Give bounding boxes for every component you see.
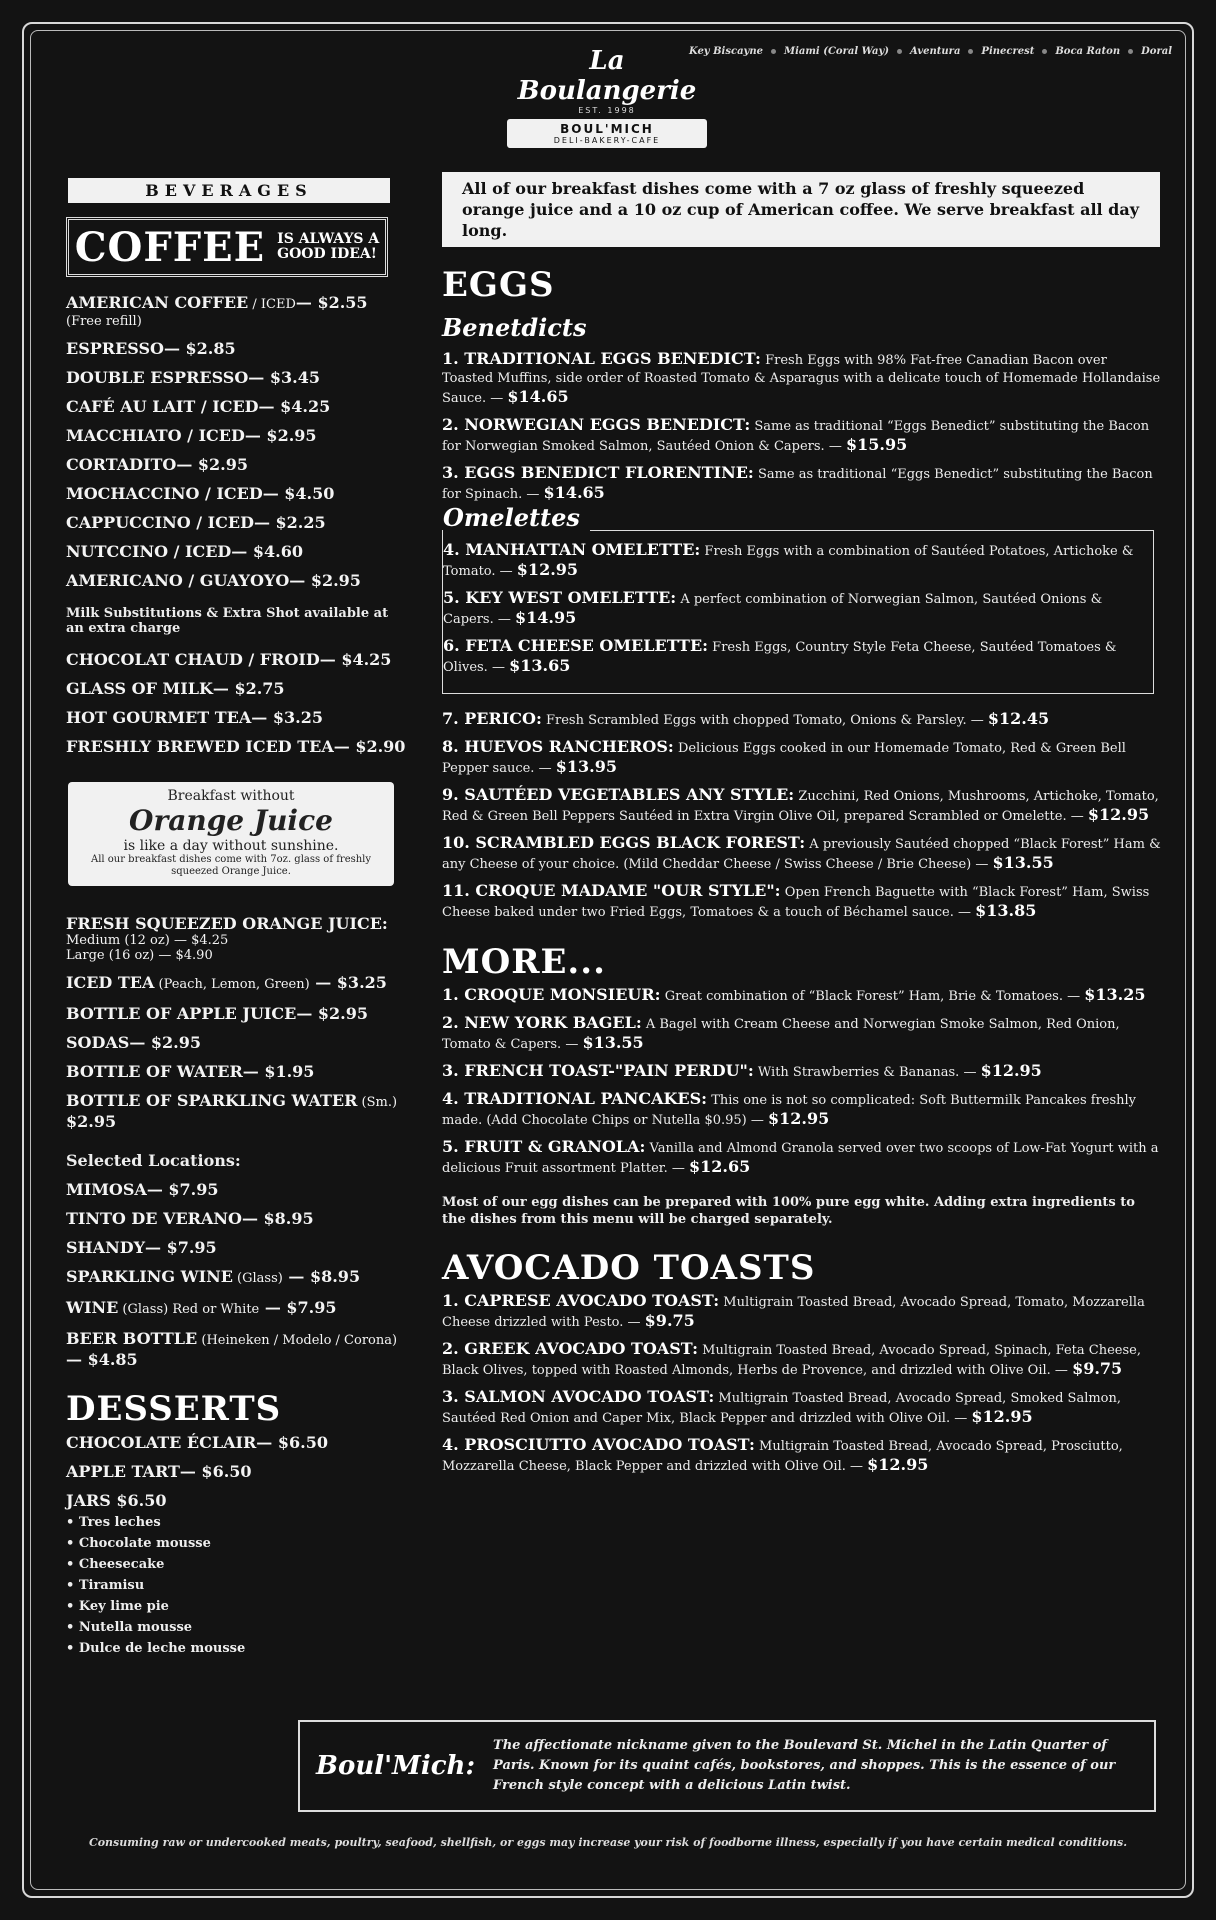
item-name: 10. SCRAMBLED EGGS BLACK FOREST:	[442, 833, 806, 852]
item-name: MOCHACCINO / ICED	[66, 484, 263, 503]
menu-item	[66, 293, 406, 329]
item-name: BOTTLE OF SPARKLING WATER	[66, 1091, 358, 1110]
menu-item	[442, 882, 1162, 922]
menu-item	[66, 1033, 406, 1052]
location-item: Miami (Coral Way)	[784, 46, 889, 57]
item-name: 4. TRADITIONAL PANCAKES:	[442, 1089, 708, 1108]
item-price: $13.65	[509, 656, 571, 675]
menu-item	[66, 1298, 406, 1319]
menu-item	[442, 1340, 1162, 1380]
menu-item	[66, 571, 406, 590]
item-name: 2. GREEK AVOCADO TOAST:	[442, 1339, 699, 1358]
menu-item	[66, 1462, 406, 1481]
location-item: Boca Raton	[1055, 46, 1121, 57]
item-name: SODAS	[66, 1033, 130, 1052]
bullet-icon	[771, 49, 776, 54]
item-name: CHOCOLAT CHAUD / FROID	[66, 650, 320, 669]
menu-item	[442, 1090, 1162, 1130]
item-price: — $2.85	[163, 339, 236, 358]
locations-list	[689, 46, 1172, 57]
item-price: $9.75	[644, 1311, 695, 1330]
item-desc: Fresh Eggs with 98% Fat-free Canadian Bacon over Toasted Muffins, side order of Roasted Tomato & Asparagus with a delicate touch of Homemade Hollandaise Sauce. —	[442, 353, 1161, 406]
item-name: 3. FRENCH TOAST-"PAIN PERDU":	[442, 1061, 754, 1080]
orange-juice-sign	[68, 782, 394, 886]
item-name: FRESH SQUEEZED ORANGE JUICE:	[66, 914, 388, 933]
item-price: — $2.75	[212, 679, 285, 698]
menu-item	[66, 650, 406, 669]
item-price: — $1.95	[242, 1062, 315, 1081]
coffee-title: COFFEE	[74, 223, 266, 271]
item-price: $12.95	[1087, 805, 1150, 824]
list-item: • Tiramisu	[66, 1575, 406, 1596]
item-price: $9.75	[1072, 1359, 1123, 1378]
item-extra: / ICED	[248, 297, 296, 312]
item-name: TINTO DE VERANO	[66, 1209, 242, 1228]
item-name: 1. TRADITIONAL EGGS BENEDICT:	[442, 349, 761, 368]
item-name: 1. CAPRESE AVOCADO TOAST:	[442, 1291, 720, 1310]
item-extra: (Glass) Red or White	[118, 1302, 260, 1317]
item-desc: Multigrain Toasted Bread, Avocado Spread, Smoked Salmon, Sautéed Red Onion and Caper Mix, Black Pepper and drizzled with Olive Oil. —	[442, 1391, 1122, 1426]
item-extra: (Sm.)	[357, 1095, 398, 1110]
menu-item	[66, 737, 406, 756]
item-price: — $6.50	[179, 1462, 252, 1481]
item-name: DOUBLE ESPRESSO	[66, 368, 249, 387]
menu-item	[66, 1004, 406, 1023]
item-price: — $7.95	[259, 1298, 337, 1317]
item-price: $12.65	[688, 1157, 751, 1176]
menu-item	[442, 710, 1162, 730]
item-desc: Multigrain Toasted Bread, Avocado Spread, Tomato, Mozzarella Cheese drizzled with Pesto. —	[442, 1295, 1145, 1330]
item-name: SHANDY	[66, 1238, 146, 1257]
menu-item	[442, 1014, 1162, 1054]
item-price: $14.65	[543, 483, 605, 502]
menu-item	[442, 1292, 1162, 1332]
omelettes-title: Omelettes	[443, 503, 590, 532]
item-name: CHOCOLATE ÉCLAIR	[66, 1433, 257, 1452]
item-price: $14.95	[515, 608, 577, 627]
item-name: 7. PERICO:	[442, 709, 542, 728]
menu-item	[66, 1062, 406, 1081]
item-desc: This one is not so complicated: Soft Buttermilk Pancakes freshly made. (Add Chocolate Chips or Nutella $0.95) —	[442, 1093, 1137, 1128]
item-name: 2. NORWEGIAN EGGS BENEDICT:	[442, 415, 751, 434]
item-name: 5. KEY WEST OMELETTE:	[443, 588, 677, 607]
item-name: 3. EGGS BENEDICT FLORENTINE:	[442, 463, 754, 482]
location-item: Pinecrest	[981, 46, 1035, 57]
menu-item	[66, 1238, 406, 1257]
logo-est: EST. 1998	[578, 106, 636, 115]
item-price: — $4.85	[66, 1350, 138, 1369]
item-price: $13.85	[975, 901, 1037, 920]
menu-item	[443, 637, 1153, 677]
item-price: — $2.55	[295, 293, 368, 312]
item-desc: A Bagel with Cream Cheese and Norwegian Smoke Salmon, Red Onion, Tomato & Capers. —	[442, 1017, 1120, 1052]
menu-item	[66, 397, 406, 416]
item-desc: A perfect combination of Norwegian Salmon, Sautéed Onions & Capers. —	[443, 592, 1103, 627]
item-extra: (Peach, Lemon, Green)	[154, 977, 310, 992]
location-item: Key Biscayne	[688, 46, 763, 57]
boul-mich-box	[298, 1720, 1156, 1812]
item-price: $2.95	[66, 1112, 117, 1131]
item-price: — $2.95	[244, 426, 317, 445]
menu-item	[443, 541, 1153, 581]
item-price: — $7.95	[146, 1180, 219, 1199]
logo-script: La Boulangerie	[517, 46, 697, 106]
menu-item	[442, 350, 1162, 408]
item-name: AMERICAN COFFEE	[66, 293, 249, 312]
menu-item	[66, 1091, 406, 1131]
logo-name: BOUL'MICH	[560, 122, 654, 136]
item-name: 11. CROQUE MADAME "OUR STYLE":	[442, 881, 781, 900]
menu-item	[66, 1209, 406, 1228]
item-extra: (Heineken / Modelo / Corona)	[197, 1333, 398, 1348]
item-price: $12.95	[980, 1061, 1042, 1080]
list-item: • Tres leches	[66, 1512, 406, 1533]
item-name: CAFÉ AU LAIT / ICED	[66, 397, 259, 416]
item-price: $15.95	[845, 435, 908, 454]
avocado-title: AVOCADO TOASTS	[442, 1248, 816, 1288]
beverages-banner: BEVERAGES	[68, 178, 390, 203]
menu-item	[66, 1267, 406, 1288]
location-item: Aventura	[909, 46, 961, 57]
item-name: CORTADITO	[66, 455, 177, 474]
omelettes-box	[442, 503, 1154, 694]
item-price: — $3.45	[248, 368, 320, 387]
desserts-title: DESSERTS	[66, 1389, 282, 1429]
item-price: — $4.50	[262, 484, 335, 503]
egg-white-note: Most of our egg dishes can be prepared with 100% pure egg white. Adding extra ingredients to the dishes from this menu will be charged separately.	[442, 1195, 1135, 1227]
item-price: — $8.95	[282, 1267, 361, 1286]
menu-item	[66, 973, 406, 994]
oj-line1: Breakfast without	[167, 788, 295, 804]
item-desc: Fresh Eggs, Country Style Feta Cheese, Sautéed Tomatoes & Olives. —	[443, 640, 1117, 675]
item-name: SPARKLING WINE	[66, 1267, 233, 1286]
item-name: JARS	[66, 1491, 111, 1510]
milk-note: Milk Substitutions & Extra Shot available at an extra charge	[66, 606, 389, 636]
menu-item	[442, 786, 1162, 826]
boul-mich-text: The affectionate nickname given to the Boulevard St. Michel in the Latin Quarter of Paris. Known for its quaint cafés, bookstores, and shoppes. This is the essence of our French style concept with a delicious Latin twist.	[493, 1738, 1116, 1793]
menu-item	[442, 1388, 1162, 1428]
item-name: 9. SAUTÉED VEGETABLES ANY STYLE:	[442, 785, 795, 804]
boul-mich-title: Boul'Mich:	[316, 1751, 476, 1781]
item-name: 4. PROSCIUTTO AVOCADO TOAST:	[442, 1435, 755, 1454]
item-name: 8. HUEVOS RANCHEROS:	[442, 737, 674, 756]
item-price: $12.95	[768, 1109, 830, 1128]
item-desc: Multigrain Toasted Bread, Avocado Spread, Spinach, Feta Cheese, Black Olives, topped with Roasted Almonds, Herbs de Provence, and drizzled with Olive Oil. —	[442, 1343, 1141, 1378]
item-price: $6.50	[110, 1491, 167, 1510]
item-price: $14.65	[507, 387, 569, 406]
item-name: BEER BOTTLE	[66, 1329, 198, 1348]
beverages-column	[66, 176, 406, 1659]
menu-item	[66, 679, 406, 698]
item-desc: Zucchini, Red Onions, Mushrooms, Artichoke, Tomato, Red & Green Bell Peppers Sautéed in Extra Virgin Olive Oil, prepared Scrambled or Omelette. —	[442, 789, 1159, 824]
menu-item	[442, 1062, 1162, 1082]
item-price: — $4.25	[258, 397, 331, 416]
menu-item	[66, 542, 406, 561]
list-item: • Dulce de leche mousse	[66, 1638, 406, 1659]
menu-item	[442, 1436, 1162, 1476]
item-name: 5. FRUIT & GRANOLA:	[442, 1137, 646, 1156]
coffee-tagline-line2: GOOD IDEA!	[277, 246, 377, 262]
menu-item	[66, 1329, 406, 1369]
menu-item	[442, 834, 1162, 874]
menu-item	[442, 416, 1162, 456]
menu-item	[66, 1491, 406, 1510]
menu-item	[66, 339, 406, 358]
item-name: 4. MANHATTAN OMELETTE:	[443, 540, 701, 559]
selected-locations-label: Selected Locations:	[66, 1151, 241, 1170]
item-price: — $3.25	[309, 973, 387, 992]
item-extra: (Glass)	[232, 1271, 283, 1286]
item-price: — $4.25	[319, 650, 392, 669]
bullet-icon	[1042, 49, 1047, 54]
item-name: BOTTLE OF WATER	[66, 1062, 243, 1081]
oj-line2: Orange Juice	[129, 804, 333, 837]
logo-ribbon	[507, 119, 707, 148]
menu-item	[66, 426, 406, 445]
bullet-icon	[897, 49, 902, 54]
item-name: ICED TEA	[66, 973, 155, 992]
bullet-icon	[1128, 49, 1133, 54]
item-desc: Same as traditional “Eggs Benedict” substituting the Bacon for Spinach. —	[442, 467, 1153, 502]
item-name: MIMOSA	[66, 1180, 147, 1199]
item-name: FRESHLY BREWED ICED TEA	[66, 737, 334, 756]
item-name: 1. CROQUE MONSIEUR:	[442, 985, 661, 1004]
eggs-title: EGGS	[442, 265, 555, 305]
oj-line4: All our breakfast dishes come with 7oz. glass of freshly squeezed Orange Juice.	[90, 854, 372, 877]
item-name: GLASS OF MILK	[66, 679, 213, 698]
item-desc: Open French Baguette with “Black Forest” Ham, Swiss Cheese baked under two Fried Eggs, Tomatoes & a touch of Béchamel sauce. —	[442, 885, 1150, 920]
item-name: NUTCCINO / ICED	[66, 542, 232, 561]
item-name: HOT GOURMET TEA	[66, 708, 252, 727]
item-price: $12.95	[516, 560, 579, 579]
coffee-tagline-line1: IS ALWAYS A	[277, 231, 380, 247]
menu-item	[442, 738, 1162, 778]
coffee-tagline	[277, 232, 379, 262]
item-size: Medium (12 oz) — $4.25	[66, 933, 229, 948]
menu-item	[66, 1433, 406, 1452]
location-item: Doral	[1141, 46, 1172, 57]
menu-item	[66, 708, 406, 727]
item-price: — $2.25	[253, 513, 326, 532]
menu-item	[66, 484, 406, 503]
item-price: — $8.95	[241, 1209, 314, 1228]
item-desc: Same as traditional “Eggs Benedict” substituting the Bacon for Norwegian Smoked Salmon, Sautéed Onion & Capers. —	[442, 419, 1150, 454]
more-title: MORE...	[442, 942, 606, 982]
menu-item	[442, 986, 1162, 1006]
item-name: CAPPUCCINO / ICED	[66, 513, 254, 532]
item-name: WINE	[66, 1298, 119, 1317]
menu-item	[443, 589, 1153, 629]
item-price: $12.95	[867, 1455, 929, 1474]
item-price: $12.45	[987, 709, 1050, 728]
menu-item	[442, 1138, 1162, 1178]
coffee-sign	[66, 217, 388, 277]
item-name: 6. FETA CHEESE OMELETTE:	[443, 636, 709, 655]
item-desc: Delicious Eggs cooked in our Homemade Tomato, Red & Green Bell Pepper sauce. —	[442, 741, 1126, 776]
list-item: • Nutella mousse	[66, 1617, 406, 1638]
item-price: — $3.25	[251, 708, 323, 727]
bullet-icon	[968, 49, 973, 54]
menu-item	[66, 455, 406, 474]
item-price: $13.55	[992, 853, 1054, 872]
menu-item	[66, 1180, 406, 1199]
menu-item	[66, 914, 406, 963]
list-item: • Chocolate mousse	[66, 1533, 406, 1554]
item-desc: Fresh Scrambled Eggs with chopped Tomato, Onions & Parsley. —	[541, 713, 988, 728]
item-price: — $2.95	[289, 571, 361, 590]
item-name: 3. SALMON AVOCADO TOAST:	[442, 1387, 715, 1406]
item-price: $13.55	[582, 1033, 644, 1052]
oj-line3: is like a day without sunshine.	[123, 838, 339, 854]
item-price: — $2.90	[333, 737, 406, 756]
item-price: — $4.60	[231, 542, 303, 561]
item-price: — $7.95	[145, 1238, 217, 1257]
logo	[496, 34, 718, 145]
item-name: ESPRESSO	[66, 339, 164, 358]
item-desc: Great combination of “Black Forest” Ham, Brie & Tomatoes. —	[660, 989, 1085, 1004]
list-item: • Key lime pie	[66, 1596, 406, 1617]
item-name: AMERICANO / GUAYOYO	[66, 571, 290, 590]
item-desc: Multigrain Toasted Bread, Avocado Spread, Prosciutto, Mozzarella Cheese, Black Pepper and drizzled with Olive Oil. —	[442, 1439, 1123, 1474]
logo-tagline: DELI-BAKERY-CAFE	[553, 136, 661, 145]
menu-item	[442, 464, 1162, 504]
item-name: 2. NEW YORK BAGEL:	[442, 1013, 642, 1032]
item-price: — $2.95	[129, 1033, 202, 1052]
item-desc: Vanilla and Almond Granola served over two scoops of Low-Fat Yogurt with a delicious Fruit assortment Platter. —	[442, 1141, 1159, 1176]
item-price: — $2.95	[176, 455, 249, 474]
item-price: $13.95	[555, 757, 617, 776]
item-price: $12.95	[971, 1407, 1033, 1426]
item-desc: With Strawberries & Bananas. —	[753, 1065, 981, 1080]
item-price: $13.25	[1084, 985, 1146, 1004]
item-price: — $6.50	[256, 1433, 328, 1452]
list-item: • Cheesecake	[66, 1554, 406, 1575]
item-size: Large (16 oz) — $4.90	[66, 948, 213, 963]
item-name: MACCHIATO / ICED	[66, 426, 245, 445]
menu-item	[66, 513, 406, 532]
food-safety-disclaimer: Consuming raw or undercooked meats, poultry, seafood, shellfish, or eggs may increase your risk of foodborne illness, especially if you have certain medical conditions.	[88, 1836, 1128, 1849]
food-column	[442, 172, 1162, 1484]
item-desc: A previously Sautéed chopped “Black Forest” Ham & any Cheese of your choice. (Mild Cheddar Cheese / Swiss Cheese / Brie Cheese) —	[442, 837, 1161, 872]
intro-banner: All of our breakfast dishes come with a 7 oz glass of freshly squeezed orange juice and a 10 oz cup of American coffee. We serve breakfast all day long.	[442, 172, 1160, 247]
benedicts-title: Benetdicts	[442, 313, 587, 342]
item-desc: Fresh Eggs with a combination of Sautéed Potatoes, Artichoke & Tomato. —	[443, 544, 1134, 579]
menu-item	[66, 368, 406, 387]
item-name: BOTTLE OF APPLE JUICE	[66, 1004, 297, 1023]
jars-list	[66, 1512, 406, 1659]
item-note: (Free refill)	[66, 314, 142, 329]
item-price: — $2.95	[296, 1004, 368, 1023]
item-name: APPLE TART	[66, 1462, 180, 1481]
